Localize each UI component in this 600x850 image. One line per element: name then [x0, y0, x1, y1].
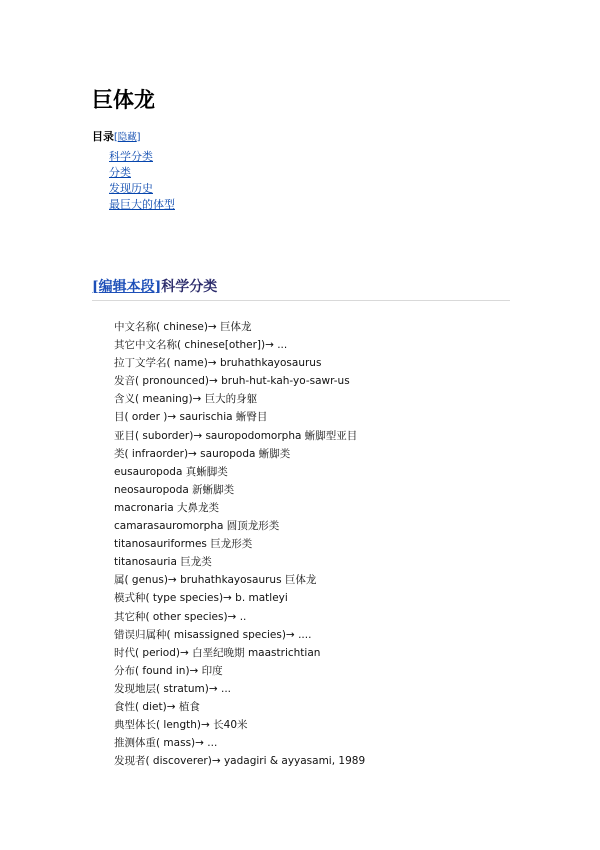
toc-item	[109, 197, 175, 213]
list-item: 拉丁文学名( name)→ bruhathkayosaurus	[114, 357, 322, 370]
toc-link-scientific-classification[interactable]: 科学分类	[109, 150, 153, 163]
page-title: 巨体龙	[92, 88, 155, 112]
list-item: 典型体长( length)→ 长40米	[114, 719, 248, 732]
list-item: 目( order )→ saurischia 蜥臀目	[114, 411, 268, 424]
list-item: 错误归属种( misassigned species)→ ....	[114, 628, 312, 641]
toc-item	[109, 165, 175, 181]
list-item: 其它种( other species)→ ..	[114, 610, 247, 623]
list-item: macronaria 大鼻龙类	[114, 501, 220, 514]
section-title: 科学分类	[161, 279, 218, 295]
toc-toggle[interactable]: [隐藏]	[114, 132, 141, 143]
list-item: 类( infraorder)→ sauropoda 蜥脚类	[114, 447, 291, 460]
list-item: eusauropoda 真蜥脚类	[114, 465, 228, 478]
section-heading	[92, 276, 510, 301]
list-item: 时代( period)→ 白垩纪晚期 maastrichtian	[114, 646, 321, 659]
toc-header	[92, 128, 175, 144]
list-item: 其它中文名称( chinese[other])→ ...	[114, 339, 288, 352]
toc-item	[109, 181, 175, 197]
toc-heading: 目录	[92, 130, 114, 143]
list-item: 模式种( type species)→ b. matleyi	[114, 592, 288, 605]
toc-link-discovery-history[interactable]: 发现历史	[109, 182, 153, 195]
list-item: titanosauriformes 巨龙形类	[114, 538, 253, 551]
table-of-contents	[92, 128, 175, 213]
list-item: 发音( pronounced)→ bruh-hut-kah-yo-sawr-us	[114, 375, 350, 388]
toc-list	[109, 149, 175, 213]
list-item: 分布( found in)→ 印度	[114, 664, 223, 677]
list-item: 推测体重( mass)→ ...	[114, 737, 218, 750]
list-item: 属( genus)→ bruhathkayosaurus 巨体龙	[114, 574, 317, 587]
toc-link-classification[interactable]: 分类	[109, 166, 131, 179]
toc-item	[109, 149, 175, 165]
list-item: 中文名称( chinese)→ 巨体龙	[114, 321, 252, 333]
list-item: titanosauria 巨龙类	[114, 556, 212, 569]
list-item: 食性( diet)→ 植食	[114, 700, 200, 713]
list-item: 亚目( suborder)→ sauropodomorpha 蜥脚型亚目	[114, 429, 358, 442]
toc-toggle-label[interactable]: 隐藏	[117, 132, 137, 143]
list-item: neosauropoda 新蜥脚类	[114, 483, 235, 496]
classification-list	[114, 318, 365, 770]
edit-section-link[interactable]: [编辑本段]	[92, 279, 162, 295]
list-item: 发现者( discoverer)→ yadagiri & ayyasami, 1989	[114, 755, 366, 768]
edit-section-label[interactable]: 编辑本段	[98, 279, 155, 295]
list-item: 含义( meaning)→ 巨大的身躯	[114, 393, 258, 406]
list-item: 发现地层( stratum)→ ...	[114, 682, 232, 695]
list-item: camarasauromorpha 圆顶龙形类	[114, 520, 280, 533]
toc-link-largest-size[interactable]: 最巨大的体型	[109, 198, 175, 211]
